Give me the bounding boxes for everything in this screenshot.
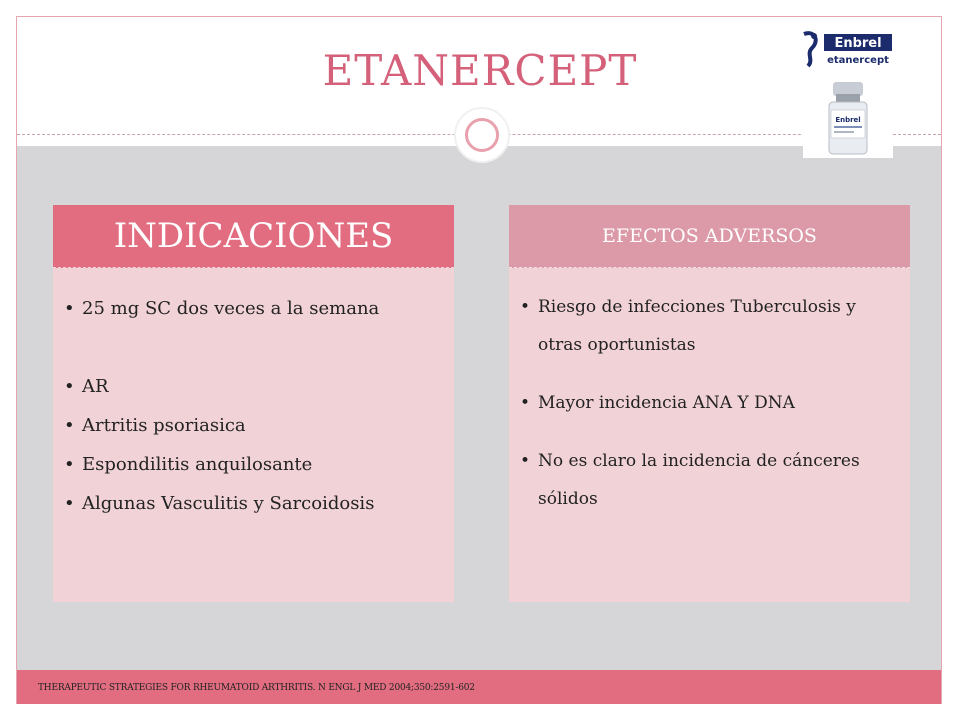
bullet-icon: • xyxy=(64,298,75,319)
efectos-adversos-header: EFECTOS ADVERSOS xyxy=(509,205,910,268)
list-item-text: Espondilitis anquilosante xyxy=(82,454,313,475)
bullet-icon: • xyxy=(64,376,75,397)
logo-brand-text: Enbrel xyxy=(834,36,882,51)
vial-label-text: Enbrel xyxy=(835,116,861,124)
list-item xyxy=(64,445,379,484)
bullet-icon: • xyxy=(64,415,75,436)
bullet-icon: • xyxy=(520,451,531,471)
indicaciones-header: INDICACIONES xyxy=(53,205,454,268)
logo-generic-text: etanercept xyxy=(827,55,889,66)
bullet-icon: • xyxy=(520,297,531,317)
list-item-text: Algunas Vasculitis y Sarcoidosis xyxy=(82,493,375,514)
slide-title: ETANERCEPT xyxy=(322,46,638,95)
list-item-text: 25 mg SC dos veces a la semana xyxy=(82,298,380,319)
list-item xyxy=(64,367,379,406)
list-item-text: Mayor incidencia ANA Y DNA xyxy=(538,393,795,413)
bullet-icon: • xyxy=(64,454,75,475)
list-item-text: Riesgo de infecciones Tuberculosis y otras oportunistas xyxy=(538,297,856,355)
list-item-text: AR xyxy=(82,376,109,397)
list-item xyxy=(64,289,379,328)
divider-circle-ring xyxy=(465,118,499,152)
footer-citation: THERAPEUTIC STRATEGIES FOR RHEUMATOID ARTHRITIS. N ENGL J MED 2004;350:2591-602 xyxy=(38,683,475,693)
list-item xyxy=(520,442,900,518)
list-item-text: Artritis psoriasica xyxy=(82,415,246,436)
efectos-adversos-list xyxy=(520,288,900,538)
bullet-icon: • xyxy=(520,393,531,413)
list-item xyxy=(520,288,900,364)
bullet-icon: • xyxy=(64,493,75,514)
divider-circle-ornament xyxy=(454,107,510,163)
list-item xyxy=(64,484,379,523)
vial-image xyxy=(803,78,893,158)
list-item xyxy=(64,406,379,445)
enbrel-logo xyxy=(800,30,896,70)
indicaciones-list xyxy=(64,289,379,523)
list-item xyxy=(520,384,900,422)
list-item-text: No es claro la incidencia de cánceres sólidos xyxy=(538,451,860,509)
